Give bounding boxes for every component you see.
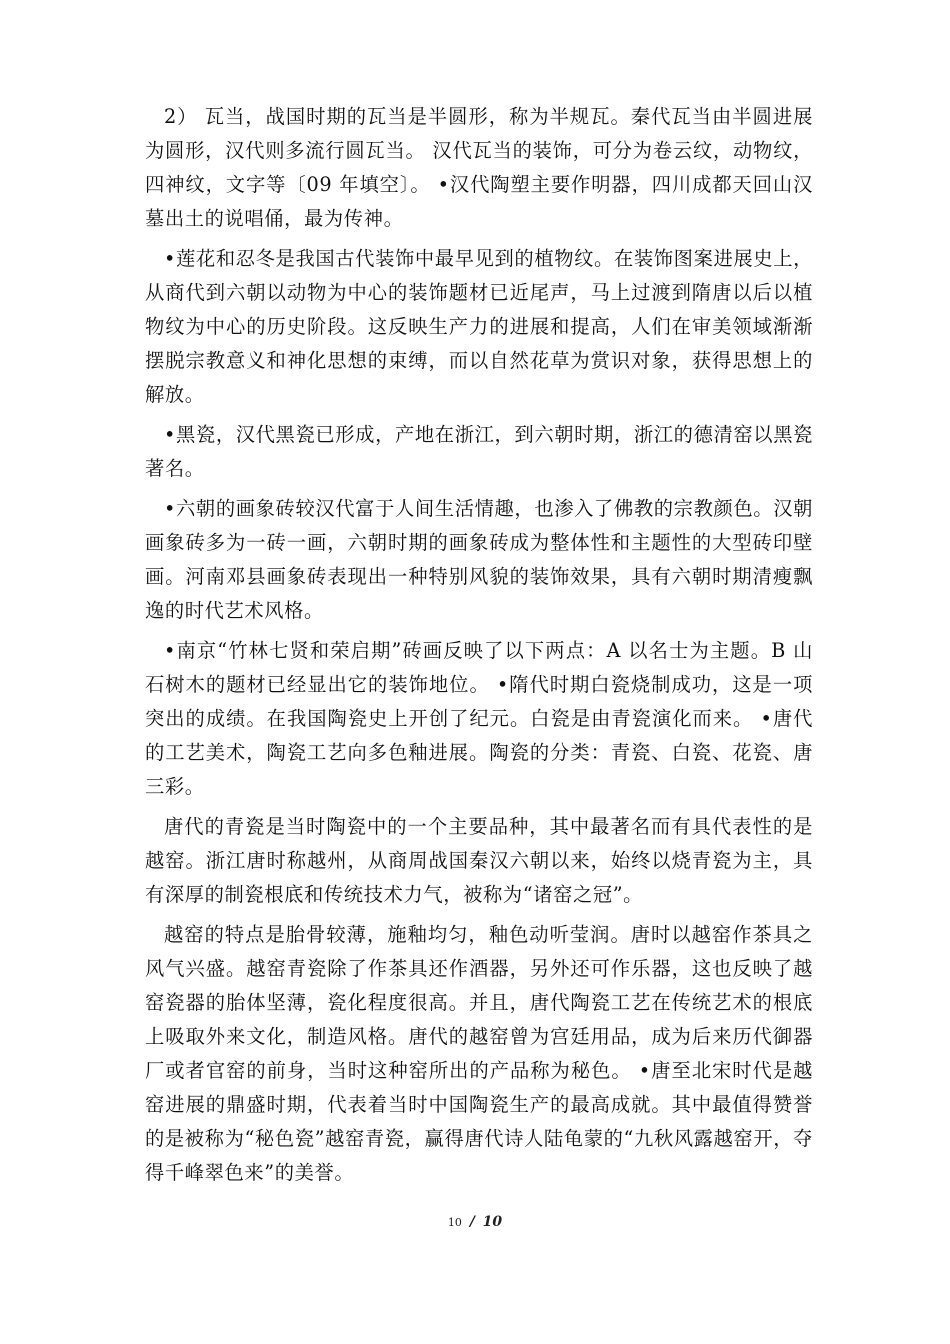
paragraph-wadang: 2） 瓦当，战国时期的瓦当是半圆形，称为半规瓦。秦代瓦当由半圆进展为圆形，汉代则多流行圆瓦当。 汉代瓦当的装饰，可分为卷云纹，动物纹，四神纹，文字等〔09 年填空〕。 •汉代陶塑主要作明器，四川成都天回山汉墓出土的说唱俑，最为传神。 [145,105,813,230]
current-page-number: 10 [447,1216,462,1229]
paragraph-nanjing-brick: •南京“竹林七贤和荣启期”砖画反映了以下两点：A 以名士为主题。B 山石树木的题材已经显出它的装饰地位。 •隋代时期白瓷烧制成功，这是一项突出的成绩。在我国陶瓷史上开创了纪元。白瓷是由青瓷演化而来。 •唐代的工艺美术，陶瓷工艺向多色釉进展。陶瓷的分类：青瓷、白瓷、花瓷、唐三彩。 [145,639,813,798]
page-separator: / [469,1214,475,1230]
paragraph-black-porcelain: •黑瓷，汉代黑瓷已形成，产地在浙江，到六朝时期，浙江的德清窑以黑瓷著名。 [145,423,813,480]
paragraph-pictorial-brick: •六朝的画象砖较汉代富于人间生活情趣，也渗入了佛教的宗教颜色。汉朝画象砖多为一砖一画，六朝时期的画象砖成为整体性和主题性的大型砖印壁画。河南邓县画象砖表现出一种特别风貌的装饰效果，具有六朝时期清瘦飘逸的时代艺术风格。 [145,497,813,622]
paragraph-yue-kiln: 越窑的特点是胎骨较薄，施釉均匀，釉色动听莹润。唐时以越窑作茶具之风气兴盛。越窑青瓷除了作茶具还作酒器，另外还可作乐器，这也反映了越窑瓷器的胎体坚薄，瓷化程度很高。并且，唐代陶瓷工艺在传统艺术的根底上吸取外来文化，制造风格。唐代的越窑曾为宫廷用品，成为后来历代御器厂或者官窑的前身，当时这种窑所出的产品称为秘色。 •唐至北宋时代是越窑进展的鼎盛时期，代表着当时中国陶瓷生产的最高成就。其中最值得赞誉的是被称为“秘色瓷”越窑青瓷，赢得唐代诗人陆龟蒙的“九秋风露越窑开，夺得千峰翠色来”的美誉。 [145,923,813,1184]
paragraph-lotus-pattern: •莲花和忍冬是我国古代装饰中最早见到的植物纹。在装饰图案进展史上，从商代到六朝以动物为中心的装饰题材已近尾声，马上过渡到隋唐以后以植物纹为中心的历史阶段。这反映生产力的进展和提高，人们在审美领域渐渐摆脱宗教意义和神化思想的束缚，而以自然花草为赏识对象，获得思想上的解放。 [145,247,813,406]
total-page-count: 10 [482,1214,503,1230]
page-footer [0,1214,950,1230]
paragraph-tang-celadon: 唐代的青瓷是当时陶瓷中的一个主要品种，其中最著名而有具代表性的是越窑。浙江唐时称越州，从商周战国秦汉六朝以来，始终以烧青瓷为主，具有深厚的制瓷根底和传统技术力气，被称为“诸窑之冠”。 [145,815,813,906]
document-body [145,100,813,1196]
